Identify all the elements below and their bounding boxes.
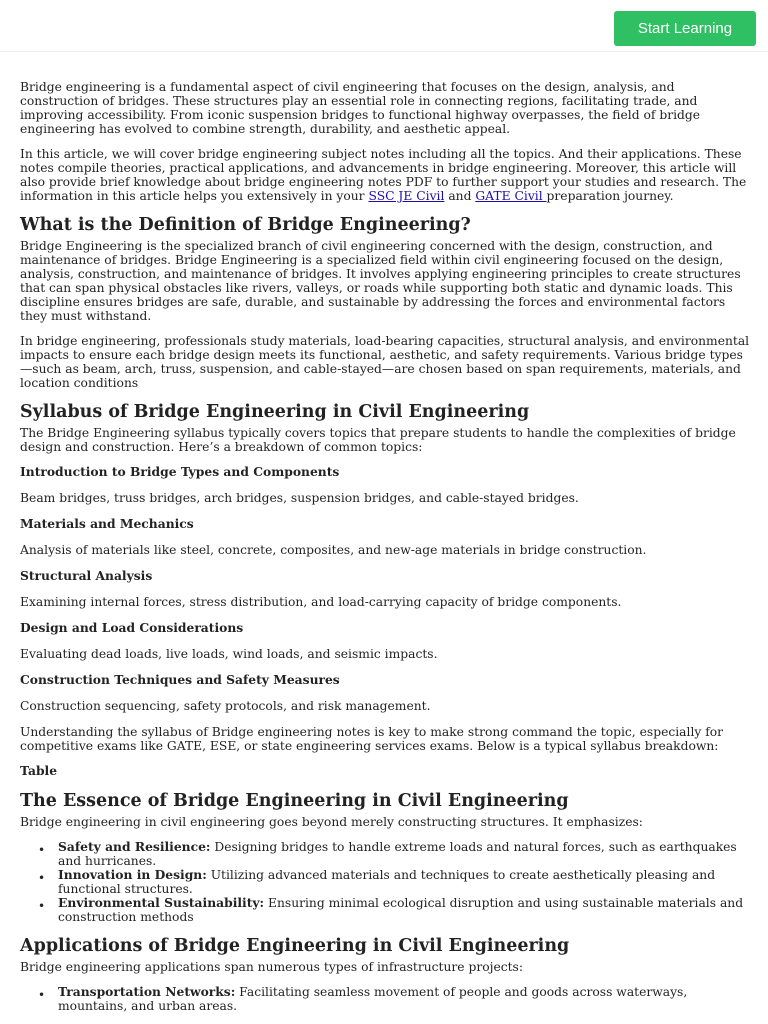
syllabus-topic-title: Construction Techniques and Safety Measures	[20, 672, 340, 687]
syllabus-topic-title: Design and Load Considerations	[20, 620, 244, 635]
essence-list	[20, 840, 754, 924]
list-item	[20, 896, 754, 924]
list-item-term: Safety and Resilience:	[58, 839, 211, 854]
syllabus-intro: The Bridge Engineering syllabus typically covers topics that prepare students to handle the complexities of bridge design and construction. Here’s a breakdown of common topics:	[20, 426, 736, 454]
list-item-text: Utilizing advanced materials and techniques to create aesthetically pleasing and functional structures.	[58, 868, 716, 896]
bullet-icon: •	[38, 871, 46, 885]
list-item-term: Innovation in Design:	[58, 867, 207, 882]
definition-paragraph: Bridge Engineering is the specialized branch of civil engineering concerned with the design, construction, and maintenance of bridges. Bridge Engineering is a specialized field within civil engineering focused on the design, analysis, construction, and maintenance of bridges. It involves applying engineering principles to create structures that can span physical obstacles like rivers, valleys, or roads while supporting both static and dynamic loads. This discipline ensures bridges are safe, durable, and sustainable by addressing the forces and environmental factors they must withstand.	[20, 239, 741, 323]
list-item	[20, 985, 754, 1013]
bullet-icon: •	[38, 988, 46, 1002]
syllabus-topic-title: Introduction to Bridge Types and Components	[20, 464, 340, 479]
start-learning-button[interactable]: Start Learning	[614, 11, 756, 46]
intro-text: In this article, we will cover bridge engineering subject notes including all the topics. And their applications. These notes compile theories, practical applications, and advancements in bridge engineering. Moreover, this article will also provide brief knowledge about bridge engineering notes PDF to further support your studies and research. The information in this article helps you extensively in your	[20, 147, 747, 203]
syllabus-topic-desc: Construction sequencing, safety protocols, and risk management.	[20, 699, 431, 713]
syllabus-topic-desc: Analysis of materials like steel, concrete, composites, and new-age materials in bridge construction.	[20, 543, 647, 557]
intro-paragraph-2	[20, 147, 754, 203]
ssc-je-civil-link[interactable]: SSC JE Civil	[368, 189, 445, 203]
syllabus-outro: Understanding the syllabus of Bridge engineering notes is key to make strong command the topic, especially for competitive exams like GATE, ESE, or state engineering services exams. Below is a typical syllabus breakdown:	[20, 725, 724, 753]
article-body	[20, 80, 754, 1024]
list-item-text: Designing bridges to handle extreme loads and natural forces, such as earthquakes and hurricanes.	[58, 840, 737, 868]
applications-intro: Bridge engineering applications span numerous types of infrastructure projects:	[20, 960, 524, 974]
heading-definition: What is the Definition of Bridge Engineering?	[20, 215, 471, 235]
heading-syllabus: Syllabus of Bridge Engineering in Civil Engineering	[20, 402, 530, 422]
list-item	[20, 868, 754, 896]
applications-list	[20, 985, 754, 1013]
intro-text: and	[444, 189, 476, 203]
bullet-icon: •	[38, 843, 46, 857]
definition-paragraph-2: In bridge engineering, professionals study materials, load-bearing capacities, structural analysis, and environmental impacts to ensure each bridge design meets its functional, aesthetic, and safety requirements. Various bridge types—such as beam, arch, truss, suspension, and cable-stayed—are chosen based on span requirements, materials, and location conditions	[20, 334, 750, 390]
intro-paragraph: Bridge engineering is a fundamental aspect of civil engineering that focuses on the design, analysis, and construction of bridges. These structures play an essential role in connecting regions, facilitating trade, and improving accessibility. From iconic suspension bridges to functional highway overpasses, the field of bridge engineering has evolved to combine strength, durability, and aesthetic appeal.	[20, 80, 701, 136]
top-bar	[0, 0, 768, 52]
list-item-term: Environmental Sustainability:	[58, 895, 265, 910]
table-label: Table	[20, 763, 58, 778]
heading-applications: Applications of Bridge Engineering in Civil Engineering	[20, 936, 570, 956]
syllabus-topic-desc: Examining internal forces, stress distribution, and load-carrying capacity of bridge components.	[20, 595, 622, 609]
essence-intro: Bridge engineering in civil engineering goes beyond merely constructing structures. It emphasizes:	[20, 815, 643, 829]
list-item-text: Facilitating seamless movement of people and goods across waterways, mountains, and urban areas.	[58, 985, 688, 1013]
gate-civil-link[interactable]: GATE Civil	[475, 189, 547, 203]
syllabus-topic-desc: Evaluating dead loads, live loads, wind loads, and seismic impacts.	[20, 647, 438, 661]
syllabus-topic-desc: Beam bridges, truss bridges, arch bridges, suspension bridges, and cable-stayed bridges.	[20, 491, 579, 505]
bullet-icon: •	[38, 899, 46, 913]
heading-essence: The Essence of Bridge Engineering in Civil Engineering	[20, 791, 569, 811]
intro-text: preparation journey.	[546, 189, 674, 203]
list-item-term: Transportation Networks:	[58, 984, 236, 999]
syllabus-topic-title: Materials and Mechanics	[20, 516, 194, 531]
list-item-text: Ensuring minimal ecological disruption and using sustainable materials and construction methods	[58, 896, 744, 924]
list-item	[20, 840, 754, 868]
syllabus-topic-title: Structural Analysis	[20, 568, 153, 583]
